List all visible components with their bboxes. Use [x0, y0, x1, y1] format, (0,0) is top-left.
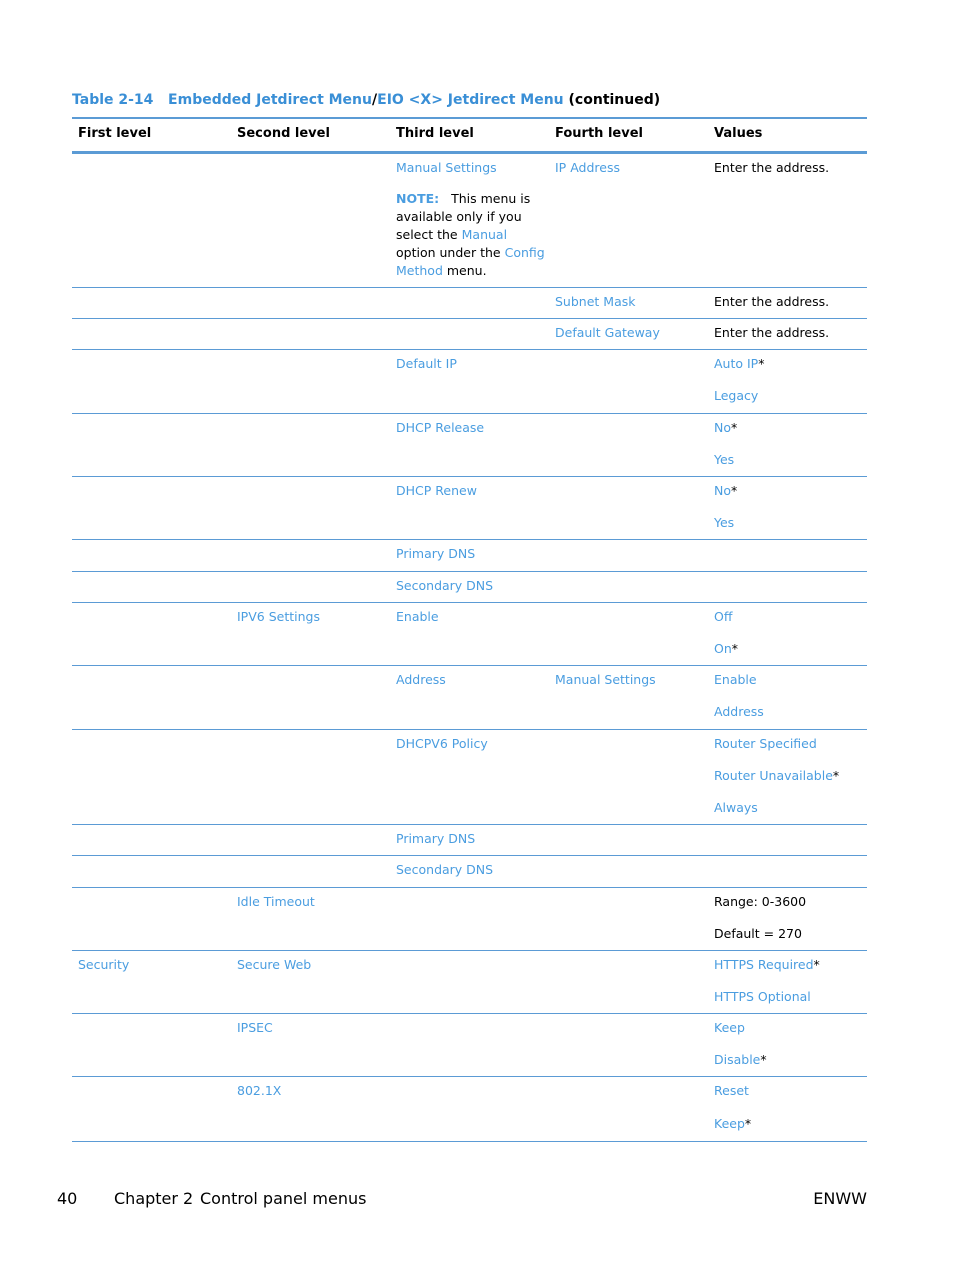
third-address[interactable]: Address	[396, 672, 446, 687]
default-star: *	[832, 768, 840, 783]
row-divider	[72, 887, 867, 888]
row-divider	[72, 729, 867, 730]
caption-menu-1: Embedded Jetdirect Menu	[168, 92, 372, 108]
second-ipsec[interactable]: IPSEC	[237, 1020, 273, 1035]
value-on	[714, 640, 738, 658]
default-star: *	[758, 356, 765, 371]
value-no	[714, 482, 737, 500]
note-label: NOTE:	[396, 191, 440, 206]
table-bottom-rule	[72, 1141, 867, 1142]
header-top-rule	[72, 117, 867, 119]
value-https-optional[interactable]: HTTPS Optional	[714, 989, 811, 1004]
value-keep[interactable]: Keep	[714, 1020, 745, 1035]
third-dhcp-release[interactable]: DHCP Release	[396, 420, 485, 435]
value-off[interactable]: Off	[714, 609, 733, 624]
value-default: Default = 270	[714, 926, 802, 941]
value-on-link[interactable]: On	[714, 641, 732, 656]
value-keep	[714, 1115, 751, 1133]
second-ipv6-settings[interactable]: IPV6 Settings	[237, 609, 320, 624]
row-divider	[72, 349, 867, 350]
header-second-level: Second level	[237, 126, 330, 141]
row-divider	[72, 413, 867, 414]
third-default-ip[interactable]: Default IP	[396, 356, 457, 371]
row-divider	[72, 476, 867, 477]
footer-chapter: Chapter 2	[114, 1189, 194, 1208]
value-router-specified[interactable]: Router Specified	[714, 736, 817, 751]
header-first-level: First level	[78, 126, 152, 141]
value-always[interactable]: Always	[714, 800, 758, 815]
value-auto-ip-link[interactable]: Auto IP	[714, 356, 759, 371]
fourth-default-gateway[interactable]: Default Gateway	[555, 325, 660, 340]
value-https-required	[714, 956, 820, 974]
page-number: 40	[57, 1189, 78, 1208]
caption-slash: /	[372, 92, 378, 108]
caption-continued: (continued)	[568, 92, 661, 108]
third-secondary-dns[interactable]: Secondary DNS	[396, 578, 494, 593]
value-enter-address: Enter the address.	[714, 294, 830, 309]
fourth-subnet-mask[interactable]: Subnet Mask	[555, 294, 636, 309]
value-no-link[interactable]: No	[714, 483, 731, 498]
header-bottom-rule	[72, 151, 867, 154]
note-text-2: option under the	[396, 245, 501, 260]
fourth-ip-address[interactable]: IP Address	[555, 160, 620, 175]
second-8021x[interactable]: 802.1X	[237, 1083, 282, 1098]
row-divider	[72, 855, 867, 856]
value-enter-address: Enter the address.	[714, 160, 830, 175]
value-keep-link[interactable]: Keep	[714, 1116, 745, 1131]
note-text-3: menu.	[446, 263, 487, 278]
row-divider	[72, 287, 867, 288]
default-star: *	[731, 641, 739, 656]
default-star: *	[731, 420, 738, 435]
value-legacy[interactable]: Legacy	[714, 388, 759, 403]
row-divider	[72, 602, 867, 603]
value-range: Range: 0-3600	[714, 894, 807, 909]
row-divider	[72, 1076, 867, 1077]
default-star: *	[744, 1116, 752, 1131]
value-address[interactable]: Address	[714, 704, 764, 719]
value-yes[interactable]: Yes	[714, 515, 735, 530]
value-router-unavailable-link[interactable]: Router Unavailable	[714, 768, 833, 783]
row-divider	[72, 539, 867, 540]
table-number: Table 2-14	[72, 92, 154, 108]
third-primary-dns[interactable]: Primary DNS	[396, 546, 476, 561]
row-divider	[72, 318, 867, 319]
row-divider	[72, 824, 867, 825]
value-https-required-link[interactable]: HTTPS Required	[714, 957, 814, 972]
row-divider	[72, 950, 867, 951]
header-fourth-level: Fourth level	[555, 126, 643, 141]
value-router-unavailable	[714, 767, 839, 785]
value-reset[interactable]: Reset	[714, 1083, 749, 1098]
value-disable	[714, 1051, 767, 1069]
footer-chapter-title: Control panel menus	[200, 1189, 367, 1208]
default-star: *	[731, 483, 738, 498]
value-disable-link[interactable]: Disable	[714, 1052, 761, 1067]
note-link-config-method[interactable]: Config Method	[396, 245, 545, 278]
default-star: *	[813, 957, 820, 972]
value-yes[interactable]: Yes	[714, 452, 735, 467]
value-enter-address: Enter the address.	[714, 325, 830, 340]
third-primary-dns[interactable]: Primary DNS	[396, 831, 476, 846]
fourth-manual-settings[interactable]: Manual Settings	[555, 672, 656, 687]
row-divider	[72, 665, 867, 666]
third-manual-settings[interactable]: Manual Settings	[396, 160, 497, 175]
header-third-level: Third level	[396, 126, 474, 141]
third-dhcp-renew[interactable]: DHCP Renew	[396, 483, 477, 498]
second-secure-web[interactable]: Secure Web	[237, 957, 312, 972]
table-caption	[72, 92, 660, 108]
value-enable[interactable]: Enable	[714, 672, 757, 687]
footer-enww: ENWW	[813, 1189, 867, 1208]
first-security[interactable]: Security	[78, 957, 130, 972]
header-values: Values	[714, 126, 763, 141]
note-text-1: This menu is available only if you select the	[396, 191, 531, 242]
note-block	[396, 190, 546, 280]
third-secondary-dns[interactable]: Secondary DNS	[396, 862, 494, 877]
default-star: *	[760, 1052, 767, 1067]
value-no-link[interactable]: No	[714, 420, 731, 435]
note-link-manual[interactable]: Manual	[461, 227, 508, 242]
value-auto-ip	[714, 355, 764, 373]
caption-menu-2: EIO <X> Jetdirect Menu	[377, 92, 564, 108]
value-no	[714, 419, 737, 437]
second-idle-timeout[interactable]: Idle Timeout	[237, 894, 315, 909]
row-divider	[72, 1013, 867, 1014]
row-divider	[72, 571, 867, 572]
third-dhcpv6-policy[interactable]: DHCPV6 Policy	[396, 736, 488, 751]
third-enable[interactable]: Enable	[396, 609, 439, 624]
